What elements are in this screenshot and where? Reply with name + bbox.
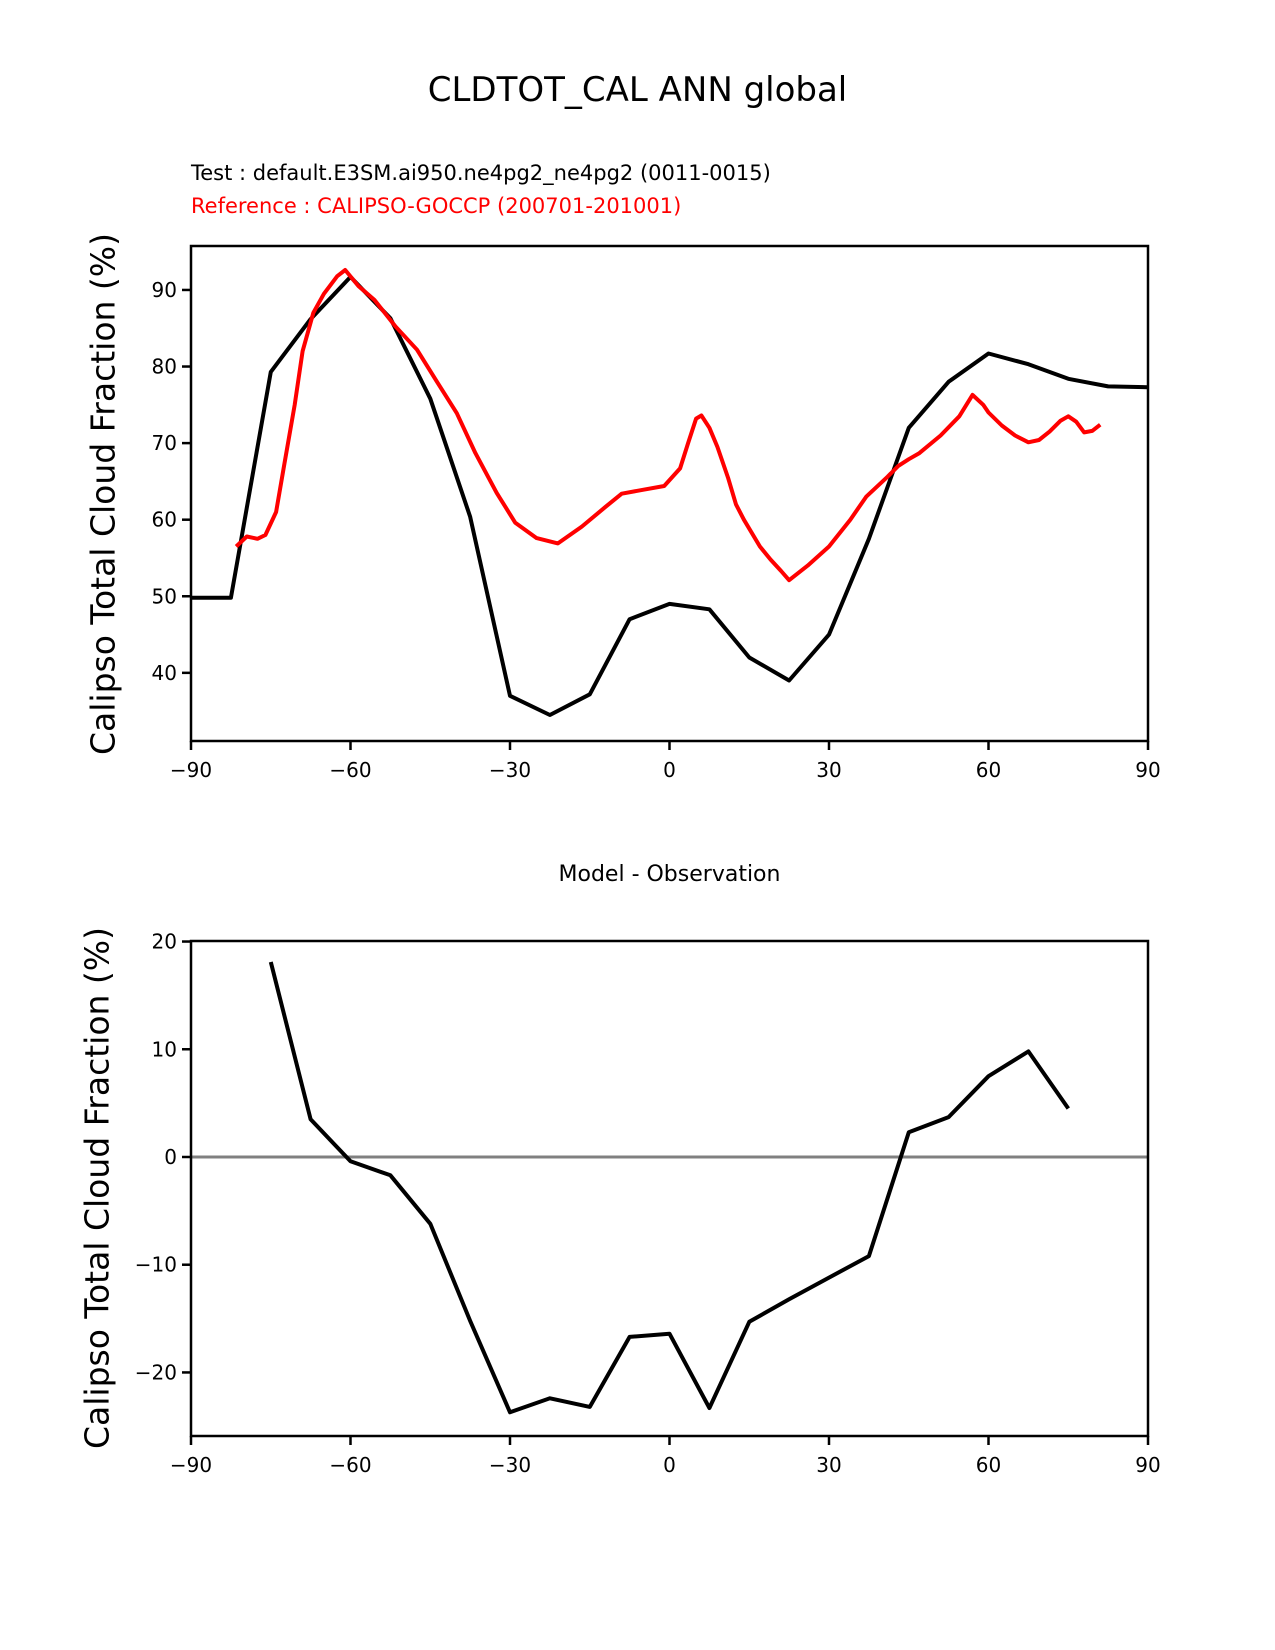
difference-series-line — [271, 962, 1069, 1412]
x-tick-label: 0 — [663, 1453, 676, 1477]
x-tick-label: −30 — [488, 1453, 532, 1477]
reference-series-line — [236, 270, 1100, 580]
y-tick-label: 0 — [164, 1144, 177, 1169]
y-tick-label: 20 — [151, 929, 177, 954]
test-run-label: Test : default.E3SM.ai950.ne4pg2_ne4pg2 (0011-0015) — [191, 161, 771, 185]
bottom-difference-chart — [135, 930, 1161, 1477]
y-tick-label: 60 — [151, 507, 177, 532]
y-tick-label: 10 — [151, 1037, 177, 1062]
y-tick-label: 70 — [151, 431, 177, 456]
x-tick-label: 60 — [975, 1453, 1002, 1477]
x-tick-label: 0 — [663, 758, 676, 782]
x-tick-label: −90 — [169, 1453, 213, 1477]
y-tick-label: 80 — [151, 354, 177, 379]
x-tick-label: 90 — [1135, 758, 1161, 782]
x-tick-label: −60 — [329, 1453, 372, 1477]
y-tick-label: 50 — [151, 584, 177, 609]
figure-title: CLDTOT_CAL ANN global — [427, 70, 848, 110]
x-tick-label: 30 — [816, 758, 842, 782]
y-tick-label: 40 — [151, 660, 177, 685]
x-tick-label: 90 — [1135, 1453, 1161, 1477]
y-tick-label: −20 — [134, 1360, 177, 1385]
reference-run-label: Reference : CALIPSO-GOCCP (200701-201001) — [191, 194, 682, 218]
top-chart-y-axis-label: Calipso Total Cloud Fraction (%) — [83, 232, 123, 756]
x-tick-label: −90 — [169, 758, 213, 782]
x-tick-label: −60 — [329, 758, 372, 782]
axes-frame — [191, 246, 1148, 741]
y-tick-label: 90 — [151, 277, 177, 302]
x-tick-label: 60 — [975, 758, 1002, 782]
test-series-line — [191, 277, 1148, 715]
difference-chart-title: Model - Observation — [558, 862, 781, 887]
axes-frame — [191, 941, 1148, 1436]
x-tick-label: 30 — [816, 1453, 842, 1477]
bottom-chart-y-axis-label: Calipso Total Cloud Fraction (%) — [77, 926, 117, 1450]
y-tick-label: −10 — [134, 1252, 177, 1277]
x-tick-label: −30 — [488, 758, 532, 782]
top-chart — [152, 246, 1161, 782]
